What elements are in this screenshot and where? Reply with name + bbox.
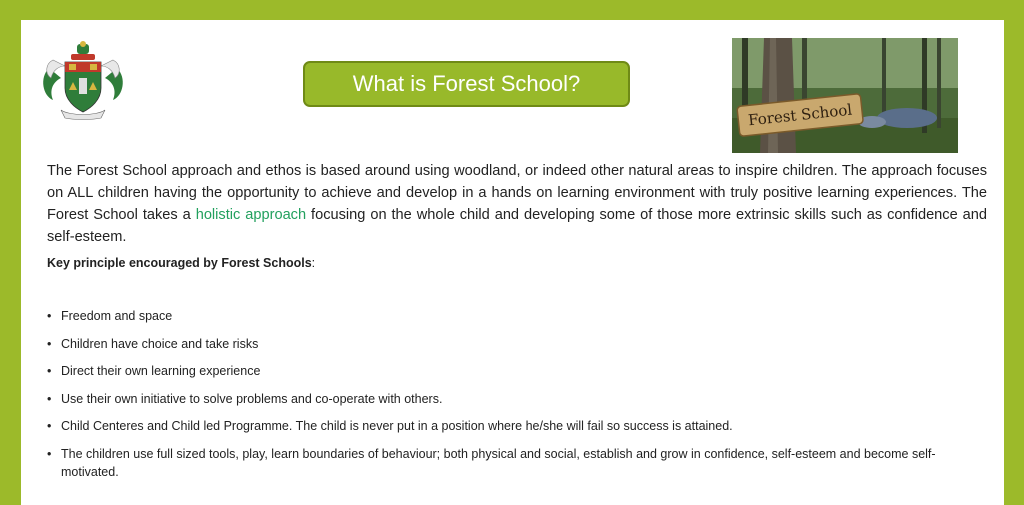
principles-list (47, 307, 992, 490)
content-card (21, 20, 1004, 505)
list-item: • Use their own initiative to solve problems and co-operate with others. (47, 390, 992, 408)
school-crest-logo (39, 38, 127, 120)
list-item: • Child Centeres and Child led Programme. The child is never put in a position where he/she will fail so success is attained. (47, 417, 992, 435)
intro-paragraph (47, 160, 987, 248)
forest-school-photo (732, 38, 958, 153)
list-item: • Children have choice and take risks (47, 335, 992, 353)
intro-text-1: The Forest School approach and ethos is based around using woodland, or indeed other natural areas to inspire children. The approach focuses on ALL children having the opportunity to achieve and develop in a hands on learning environment with truly positive learning experiences. The Forest School takes a (47, 163, 987, 223)
intro-text-2: focusing on the whole child and developing some of those more extrinsic skills such as confidence and self-esteem. (47, 207, 987, 245)
page-title: What is Forest School? (303, 61, 630, 107)
key-principles-heading (47, 256, 315, 270)
key-heading-text: Key principle encouraged by Forest Schools (47, 256, 312, 270)
list-item: • Freedom and space (47, 307, 992, 325)
holistic-approach-link[interactable]: holistic approach (195, 207, 307, 223)
sign-text: Forest School (747, 100, 853, 130)
key-heading-colon: : (311, 256, 316, 270)
list-item: • The children use full sized tools, play, learn boundaries of behaviour; both physical and social, establish and grow in confidence, self-esteem and become self-motivated. (47, 445, 992, 481)
list-item: • Direct their own learning experience (47, 362, 992, 380)
